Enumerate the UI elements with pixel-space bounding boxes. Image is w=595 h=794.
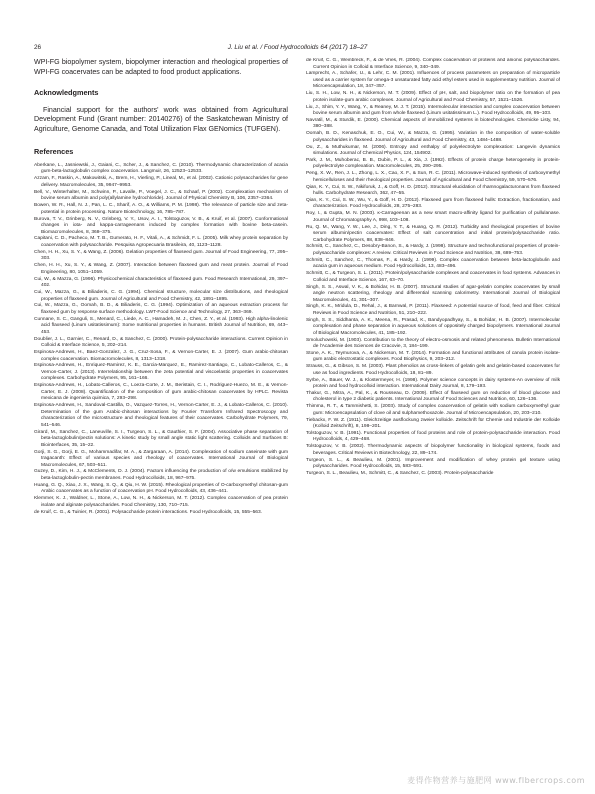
- reference-entry: Tolstoguzov, V. B. (1991). Functional properties of food proteins and role of protein-polysaccharide interaction. Food Hydrocolloids, 4, 429–468.: [306, 430, 560, 443]
- reference-entry: Peng, X. W., Ren, J. L., Zhong, L. X., Cao, X. F., & Sun, R. C. (2011). Microwave-induced synthesis of carboxymethyl hemicelluloses and their rheological properties. Journal of Agricultural and Food Chemistry, 59, 570–576.: [306, 171, 560, 183]
- reference-entry: Aberkane, L., Jasniewski, J., Gaiani, C., Scher, J., & Sanchez, C. (2010). Thermodynamic characterization of acacia gum-beta-lactoglobulin complex coacervation. Langmuir, 26, 12523–12533.: [34, 162, 288, 175]
- reference-entry: Cui, W., Mazza, G., & Biliaderis, C. G. (1994). Chemical structure, molecular size distributions, and rheological properties of flaxseed gum. Journal of Agricultural and Food Chemistry, 42, 1891–1895.: [34, 290, 288, 302]
- reference-entry: Guzey, D., Kim, H. J., & McClements, D. J. (2004). Factors influencing the production of o/w emulsions stabilized by beta-lactoglobulin-pectin membranes. Food Hydrocolloids, 18, 967–975.: [34, 469, 288, 481]
- reference-entry: Ou, Z., & Muthukumar, M. (2006). Entropy and enthalpy of polyelectrolyte complexation: Langevin dynamics simulations. Journal of Chemical Physics, 124, 154902.: [306, 144, 560, 157]
- reference-entry: Schmitt, C., Sanchez, C., Desobry-Banon, S., & Hardy, J. (1998). Structure and technofunctional properties of protein-polysaccharide complexes: A review. Critical Reviews in Food Science and Nutrition, 38, 689–753.: [306, 244, 560, 256]
- reference-entry: Smoluchowski, M. (1903). Contribution to the theory of electro-osmosis and related phenomena. Bulletin International de l'Academie des Sciences de Cracovie, 3, 184–199.: [306, 337, 560, 350]
- reference-entry: Bell, V., Winterhalter, M., Schwinn, P., Lavalle, P., Voegel, J. C., & Schaaf, P. (2002). Complexation mechanism of bovine serum albumin and poly(allylamine hydrochloride). Journal of Physical Chemistry B, 106, 2357–2364.: [34, 189, 288, 202]
- reference-entry: Oomah, B. D., Kenaschuk, E. O., Cui, W., & Mazza, G. (1995). Variation in the composition of water-soluble polysaccharides in flaxseed. Journal of Agricultural and Food Chemistry, 43, 1484–1488.: [306, 131, 560, 143]
- reference-entry: Syrbe, A., Bauer, W. J., & Klostermeyer, H. (1998). Polymer science concepts in dairy systems-An overview of milk protein and food hydrocolloid interaction. International Dairy Journal, 8, 179–193.: [306, 377, 560, 390]
- reference-entry: Schmitt, C., Sanchez, C., Thomas, F., & Hardy, J. (1999). Complex coacervation between beta-lactoglobulin and acacia gum in aqueous medium. Food Hydrocolloids, 13, 483–496.: [306, 257, 560, 270]
- reference-entry: Schmitt, C., & Turgeon, S. L. (2011). Protein/polysaccharide complexes and coacervates in food systems. Advances in Colloid and Interface Science, 167, 63–70.: [306, 271, 560, 283]
- left-reference-list: [34, 163, 288, 516]
- reference-entry: Burova, T. V., Grinberg, N. V., Grinberg, V. Y., Usov, A. I., Tolstoguzov, V. B., & Kruif, et al. (2007). Conformational changes in iota- and kappa-carrageenans induced by complex formation with bovine beta-casein. Biomacromolecules, 8, 368–375.: [34, 216, 288, 235]
- reference-entry: Qian, K. Y., Cui, S. W., Wu, Y., & Goff, H. D. (2012). Flaxseed gum from flaxseed hulls: Extraction, fractionation, and characterization. Food Hydrocolloids, 28, 275–283.: [306, 197, 560, 210]
- running-header: [34, 44, 561, 56]
- reference-entry: Thimma, R. T., & Tammishetti, S. (2003). Study of complex coacervation of gelatin with sodium carboxymethyl guar gum: Microencapsulation of clove oil and sulphamethoxazole. Journal of Microencapsulation, 20, 203–210.: [306, 404, 560, 416]
- reference-entry: Chen, H. H., Xu, S. Y., & Wang, Z. (2007). Interaction between flaxseed gum and meat protein. Journal of Food Engineering, 80, 1051–1059.: [34, 263, 288, 275]
- conclusion-tail-paragraph: WPI-FG biopolymer system, biopolymer interaction and rheological properties of WPI-FG coacervates can be adapted to food product applications.: [34, 58, 288, 76]
- references-heading: References: [34, 146, 74, 156]
- reference-entry: Singh, K. K., Mridula, D., Rehal, J., & Barnwal, P. (2011). Flaxseed: A potential source of food, feed and fiber. Critical Reviews in Food Science and Nutrition, 51, 210–222.: [306, 304, 560, 316]
- reference-entry: Gorji, S. G., Gorji, E. G., Mohammadifar, M. A., & Zargaraan, A. (2014). Complexation of sodium caseinate with gum tragacanth: Effect of various species and rheology of coacervates. International Journal of Biological Macromolecules, 67, 503–511.: [34, 449, 288, 468]
- reference-entry: Singh, S. S., Siddhanta, A. K., Meena, R., Prasad, K., Bandyopadhyay, S., & Bohidar, H. B. (2007). Intermolecular complexation and phase separation in aqueous solutions of oppositely charged biopolymers. International Journal of Biological Macromolecules, 41, 185–192.: [306, 317, 560, 336]
- reference-entry: Espinosa-Andrews, H., Sandoval-Castilla, O., Vazquez-Torres, H., Vernon-Carter, E. J., & Lobato-Calleros, C. (2010). Determination of the gum Arabic-chitosan interactions by Fourier Transform Infrared Spectroscopy and characterization of the microstructure and rheological features of their coacervates. Carbohydrate Polymers, 79, 541–546.: [34, 403, 288, 428]
- reference-entry: Liu, J., Shim, Y. Y., Wang, Y., & Reaney, M. J. T. (2015). Intermolecular interaction and complex coacervation between bovine serum albumin and gum from whole flaxseed (Linum usitatissimum L.). Food Hydrocolloids, 49, 95–103.: [306, 104, 560, 117]
- reference-entry: Cunnane, S. C., Ganguli, S., Menard, C., Liede, A. C., Hamadeh, M. J., Chen, Z. Y., et al. (1993). High alpha-linolenic acid flaxseed (Linum usitatissimum): Some nutritional properties in humans. British Journal of Nutrition, 69, 443–453.: [34, 316, 288, 335]
- site-watermark: 麦得作物营养与施肥网 www.flbercrops.com: [407, 776, 585, 785]
- reference-entry: de Kruif, C. G., & Tuinier, R. (2001). Polysaccharide protein interactions. Food Hydrocolloids, 15, 555–563.: [34, 509, 263, 515]
- reference-entry: Thakur, G., Mitra, A., Pal, K., & Rousseau, D. (2009). Effect of flaxseed gum on reduction of blood glucose and cholesterol in type 2 diabetic patients. International Journal of Food Sciences and Nutrition, 60, 126–136.: [306, 390, 560, 403]
- reference-entry: Girard, M., Sanchez, C., Laneuville, S. I., Turgeon, S. L., & Gauthier, S. F. (2004). Associative phase separation of beta-lactoglobulin/pectin solutions: A kinetic study by small angle static light scattering. Colloids and Surfaces B: Biointerfaces, 35, 15–22.: [34, 429, 288, 448]
- reference-entry: Strauss, G., & Gibson, S. M. (2003). Plant phenolics as cross-linkers of gelatin gels and gelatin-based coacervates for use as food ingredients. Food Hydrocolloids, 18, 81–89.: [306, 364, 560, 376]
- reference-entry: Liu, S. H., Low, N. H., & Nickerson, M. T. (2009). Effect of pH, salt, and biopolymer ratio on the formation of pea protein isolate-gum arabic complexes. Journal of Agricultural and Food Chemistry, 57, 1521–1526.: [306, 91, 560, 103]
- reference-entry: Park, J. M., Muhoberac, B. B., Dubin, P. L., & Xia, J. (1992). Effects of protein charge heterogeneity in protein-polyelectrolyte complexation. Macromolecules, 25, 290–295.: [306, 157, 560, 170]
- reference-entry: Espinosa-Andrews, H., Enriquez-Ramirez, K. E., Garcia-Marquez, E., Ramirez-Santiago, C., Lobato-Calleros, C., & Vernon-Carter, J. (2013). Interrelationship between the zeta potential and viscoelastic properties in coacervates complexes. Carbohydrate Polymers, 95, 161–166.: [34, 363, 288, 382]
- reference-entry: Turgeon, S. L., Beaulieu, M., Schmitt, C., & Sanchez, C. (2003). Protein-polysaccharide: [306, 470, 494, 476]
- acknowledgments-heading: Acknowledgments: [34, 87, 99, 97]
- left-column: [34, 58, 288, 770]
- reference-entry: Stone, A. K., Teymurova, A., & Nickerson, M. T. (2014). Formation and functional attributes of canola protein isolate-gum arabic electrostatic complexes. Food Biophysics, 9, 203–212.: [306, 350, 560, 363]
- page-number: 26: [34, 44, 42, 51]
- reference-entry: Klemmer, K. J., Waldner, L., Stone, A., Low, N. H., & Nickerson, M. T. (2012). Complex coacervation of pea protein isolate and alginate polysaccharides. Food Chemistry, 130, 710–715.: [34, 496, 288, 508]
- reference-entry: Espinosa-Andrews, H., Baez-Gonzalez, J. G., Cruz-Sosa, F., & Vernon-Carter, E. J. (2007). Gum arabic-chitosan complex coacervation. Biomacromolecules, 8, 1313–1318.: [34, 350, 288, 362]
- reference-entry: Navratil, M., & Sturdik, E. (2000). Chemical aspects of immobilized systems in biotechnologies. Chemicke Listy, 94, 380–388.: [306, 117, 560, 130]
- right-reference-list: [306, 58, 560, 477]
- reference-entry: Turgeon, S. L., & Beaulieu, M. (2001). Improvement and modification of whey protein gel texture using polysaccharides. Food Hydrocolloids, 15, 583–591.: [306, 457, 560, 470]
- reference-entry: de Kruif, C. G., Weinbreck, F., & de Vries, R. (2004). Complex coacervation of proteins and anionic polysaccharides. Current Opinion in Colloid & Interface Science, 9, 340–349.: [306, 58, 560, 70]
- acknowledgments-paragraph: Financial support for the authors' work was obtained from Agricultural Development Fund (Grant number: 20140276) of the Saskatchewan Ministry of Agriculture, Genome Canada, and Total Utilization Flax GENomics (TUFGEN).: [34, 105, 288, 134]
- reference-entry: Tolstoguzov, V. B. (2002). Thermodynamic aspects of biopolymer functionality in biological systems, foods and beverages. Critical Reviews in Biotechnology, 22, 89–174.: [306, 444, 560, 456]
- reference-entry: Singh, S. S., Aswal, V. K., & Bohidar, H. B. (2007). Structural studies of agar-gelatin complex coacervates by small angle neutron scattering, rheology and differential scanning calorimetry. International Journal of Biological Macromolecules, 41, 301–307.: [306, 284, 560, 303]
- reference-entry: Doublier, J. L., Garnier, C., Renard, D., & Sanchez, C. (2000). Protein-polysaccharide interactions. Current Opinion in Colloid & Interface Science, 5, 202–214.: [34, 336, 288, 349]
- reference-entry: Chen, H. H., Xu, S. Y., & Wang, Z. (2006). Gelation properties of flaxseed gum. Journal of Food Engineering, 77, 295–303.: [34, 249, 288, 262]
- running-head: J. Liu et al. / Food Hydrocolloids 64 (2017) 18–27: [227, 44, 368, 51]
- reference-entry: Roy, I., & Gupta, M. N. (2003). κ-Carrageenan as a new smart macro-affinity ligand for purification of pullulanase. Journal of Chromatography A, 998, 103–108.: [306, 211, 560, 223]
- right-column: [306, 58, 560, 770]
- reference-entry: Tiebackx, F. W. Z. (1911). Gleichzeitige ausflockung zweier kolloide. Zeitschrift für Chemie und Industrie der Kolloide (Kolloid Zeitschrift), 8, 198–201.: [306, 417, 560, 430]
- reference-entry: Cui, W., & Mazza, G. (1996). Physicochemical characteristics of flaxseed gum. Food Research International, 29, 397–402.: [34, 276, 288, 289]
- reference-entry: Lamprecht, A., Schafer, U., & Lehr, C. M. (2001). Influences of process parameters on preparation of microparticle used as a carrier system for omega-3 unsaturated fatty acid ethyl esters used in supplementary nutrition. Journal of Microencapsulation, 18, 347–357.: [306, 71, 560, 90]
- reference-entry: Qian, K. Y., Cui, S. W., Nikiforuk, J., & Goff, H. D. (2012). Structural elucidation of rhamnogalacturonans from flaxseed hulls. Carbohydrate Research, 362, 47–55.: [306, 184, 560, 197]
- reference-entry: Capitani, C. D., Pacheco, M. T. B., Gumerato, H. F., Vitali, A., & Schmidt, F. L. (2005). Milk whey protein separation by coacervation with polysaccharide. Pesquisa Agropecuaria Brasileira, 40, 1123–1128.: [34, 236, 288, 248]
- reference-entry: Cui, W., Mazza, G., Oomah, B. D., & Biliaderis, C. G. (1994). Optimization of an aqueous extraction process for flaxseed gum by response surface methodology. LWT-Food Science and Technology, 27, 363–369.: [34, 303, 288, 315]
- reference-entry: Bowen, W. R., Hall, N. J., Pan, L. C., Sharif, A. O., & Williams, P. M. (1998). The relevance of particle size and zeta-potential in protein processing. Nature Biotechnology, 16, 785–787.: [34, 203, 288, 215]
- reference-entry: Azzam, F., Raskin, A., Makowitski, A., Brem, H., Vierling, P., Lineal, M., et al. (2002). Cationic polysaccharides for gene delivery. Macromolecules, 35, 9947–9953.: [34, 176, 288, 188]
- reference-entry: Huang, G. Q., Xiao, J. X., Wang, S. Q., & Qiu, H. W. (2015). Rheological properties of O-carboxymethyl chitosan-gum Arabic coacervates as a function of coacervation pH. Food Hydrocolloids, 43, 436–441.: [34, 482, 288, 495]
- reference-entry: Ru, Q. M., Wang, Y. W., Lee, J., Ding, Y. T., & Huang, Q. R. (2012). Turbidity and rheological properties of bovine serum albumin/pectin coacervates: Effect of salt concentration and initial protein/polysaccharide ratio. Carbohydrate Polymers, 88, 838–846.: [306, 224, 560, 243]
- reference-entry: Espinosa-Andrews, H., Lobato-Calleros, C., Loeza-Corte, J. M., Beristain, C. I., Rodriguez-Huezo, M. E., & Vernon-Carter, E. J. (2008). Quantification of the composition of gum arabic-chitosan coacervates by HPLC. Revista mexicana de ingenieria quimica, 7, 293–298.: [34, 383, 288, 402]
